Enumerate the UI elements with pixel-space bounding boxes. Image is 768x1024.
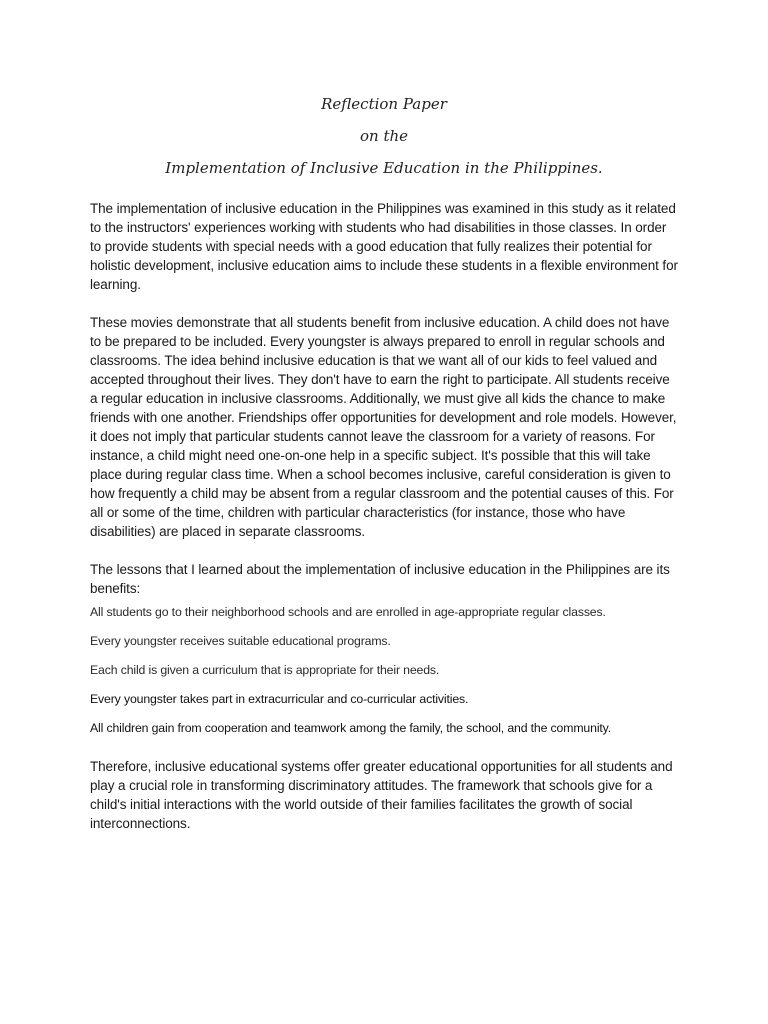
benefits-list (90, 603, 680, 738)
benefit-item: All students go to their neighborhood schools and are enrolled in age-appropriate regular classes. (90, 605, 606, 619)
paragraph-movies: These movies demonstrate that all students benefit from inclusive education. A child does not have to be prepared to be included. Every youngster is always prepared to enroll in regular schools and classrooms. The idea behind inclusive education is that we want all of our kids to feel valued and accepted throughout their lives. They don't have to earn the right to participate. All students receive a regular education in inclusive classrooms. Additionally, we must give all kids the chance to make friends with one another. Friendships offer opportunities for development and role models. However, it does not imply that particular students cannot leave the classroom for a variety of reasons. For instance, a child might need one-on-one help in a specific subject. It's possible that this will take place during regular class time. When a school becomes inclusive, careful consideration is given to how frequently a child may be absent from a regular classroom and the potential causes of this. For all or some of the time, children with particular characteristics (for instance, those who have disabilities) are placed in separate classrooms. (90, 315, 677, 539)
benefit-item: Each child is given a curriculum that is appropriate for their needs. (90, 663, 440, 677)
paragraph-conclusion: Therefore, inclusive educational systems offer greater educational opportunities for all students and play a crucial role in transforming discriminatory attitudes. The framework that schools give for a child's initial interactions with the world outside of their families facilitates the growth of social interconnections. (90, 759, 673, 831)
document-title (0, 92, 768, 188)
paragraph-intro: The implementation of inclusive education in the Philippines was examined in this study as it related to the instructors' experiences working with students who had disabilities in those classes. In order to provide students with special needs with a good education that fully realizes their potential for holistic development, inclusive education aims to include these students in a flexible environment for learning. (90, 201, 678, 292)
benefit-item: All children gain from cooperation and teamwork among the family, the school, and the community. (90, 721, 612, 735)
benefit-item: Every youngster takes part in extracurricular and co-curricular activities. (90, 692, 469, 706)
title-line-2: on the (359, 127, 409, 145)
title-line-1: Reflection Paper (321, 95, 447, 113)
paragraph-lessons: The lessons that I learned about the implementation of inclusive education in the Philippines are its benefits: (90, 562, 670, 596)
title-line-3: Implementation of Inclusive Education in the Philippines. (165, 159, 603, 177)
document-body (90, 199, 680, 852)
benefit-item: Every youngster receives suitable educational programs. (90, 634, 391, 648)
